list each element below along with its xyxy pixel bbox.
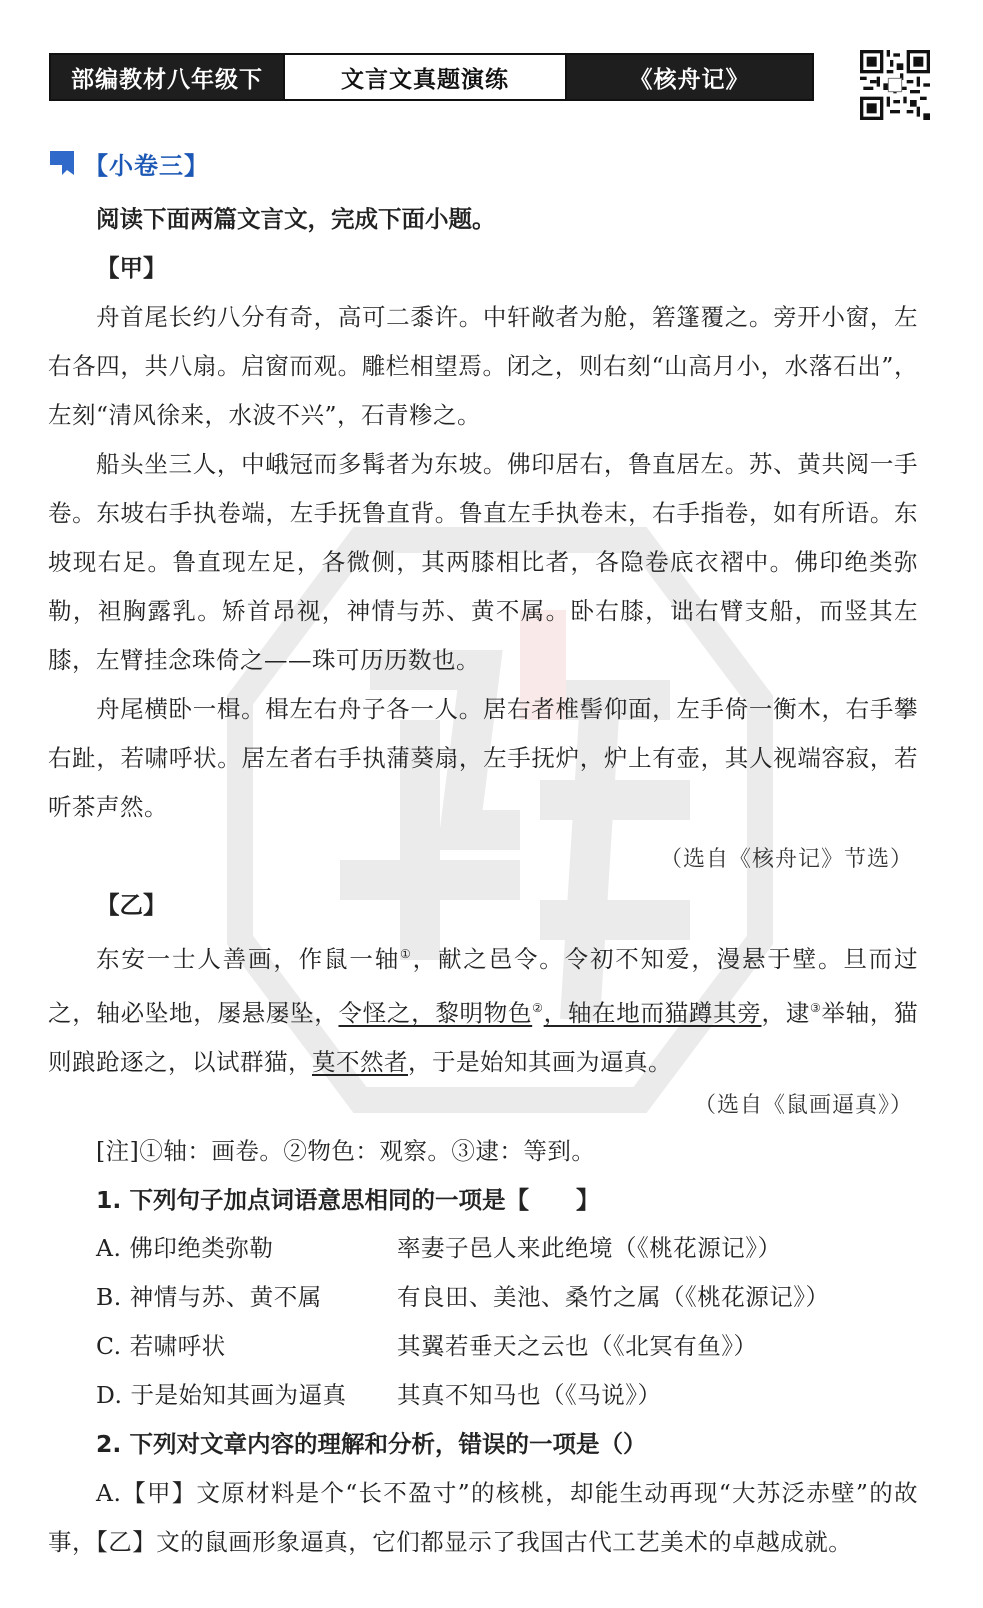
q1-option-d-right: 其真不知马也（《马说》） bbox=[397, 1381, 662, 1409]
footnote-marker: ③ bbox=[809, 1000, 822, 1015]
q1-option-b-right: 有良田、美池、桑竹之属（《桃花源记》） bbox=[397, 1283, 830, 1311]
passage-a-paragraph-2: 船头坐三人，中峨冠而多髯者为东坡。佛印居右，鲁直居左。苏、黄共阅一手卷。东坡右手执卷端，左手抚鲁直背。鲁直左手执卷末，右手指卷，如有所语。东坡现右足。鲁直现左足，各微侧，其两膝相比者，各隐卷底衣褶中。佛印绝类弥勒，袒胸露乳。矫首昂视，神情与苏、黄不属。卧右膝，诎右臂支船，而竖其左膝，左臂挂念珠倚之——珠可历历数也。 bbox=[48, 450, 918, 674]
passage-b-text: ，于是始知其画为逼真。 bbox=[408, 1047, 672, 1076]
passage-b-text: 举轴，猫则踉跄逐之，以试群猫， bbox=[48, 998, 919, 1076]
q1-option-d-left: D. 于是始知其画为逼真 bbox=[96, 1381, 347, 1409]
passage-b-label: 【乙】 bbox=[96, 891, 167, 919]
section-bookmark-icon bbox=[48, 149, 78, 179]
passage-b-text: ，逮 bbox=[761, 998, 810, 1027]
passage-a-paragraph-1: 舟首尾长约八分有奇，高可二黍许。中轩敞者为舱，箬篷覆之。旁开小窗，左右各四，共八扇。启窗而观。雕栏相望焉。闭之，则右刻“山高月小，水落石出”，左刻“清风徐来，水波不兴”，石青糁之。 bbox=[48, 303, 918, 429]
header-title: 《核舟记》 bbox=[567, 55, 812, 99]
passage-b-paragraph bbox=[48, 930, 918, 1087]
passage-a-paragraph-3: 舟尾横卧一楫。楫左右舟子各一人。居右者椎髻仰面，左手倚一衡木，右手攀右趾，若啸呼状。居左者右手执蒲葵扇，左手抚炉，炉上有壶，其人视端容寂，若听茶声然。 bbox=[48, 695, 918, 821]
q1-option-b-left: B. 神情与苏、黄不属 bbox=[96, 1283, 322, 1311]
passage-a-source: （选自《核舟记》节选） bbox=[659, 847, 913, 872]
header-bar bbox=[49, 53, 814, 101]
header-topic: 文言文真题演练 bbox=[283, 55, 567, 99]
passage-b-source: （选自《鼠画逼真》） bbox=[693, 1093, 913, 1118]
qr-code-icon bbox=[860, 50, 930, 120]
q1-option-c-right: 其翼若垂天之云也（《北冥有鱼》） bbox=[397, 1332, 758, 1360]
question-1-stem: 1. 下列句子加点词语意思相同的一项是【 】 bbox=[96, 1186, 600, 1214]
underlined-phrase: 令怪之，黎明物色 bbox=[338, 998, 533, 1027]
annotation-note: [注]①轴：画卷。②物色：观察。③逮：等到。 bbox=[96, 1137, 596, 1165]
footnote-marker: ② bbox=[532, 1000, 544, 1015]
passage-a-label: 【甲】 bbox=[96, 254, 167, 282]
section-title bbox=[48, 146, 209, 181]
footnote-marker: ① bbox=[400, 947, 413, 961]
passage-b-text: ，献之邑令。令初不知爱，漫悬于壁。旦而过之，轴必坠地，屡悬屡坠， bbox=[48, 944, 918, 1027]
passage-b-text: 东安一士人善画，作鼠一轴 bbox=[96, 944, 401, 973]
header-grade: 部编教材八年级下 bbox=[51, 55, 283, 99]
q1-option-a-left: A. 佛印绝类弥勒 bbox=[96, 1234, 274, 1262]
instruction: 阅读下面两篇文言文，完成下面小题。 bbox=[96, 205, 496, 233]
question-2-stem: 2. 下列对文章内容的理解和分析，错误的一项是（） bbox=[96, 1430, 647, 1458]
underlined-phrase: 莫不然者 bbox=[312, 1047, 408, 1076]
q1-option-a-right: 率妻子邑人来此绝境（《桃花源记》） bbox=[397, 1234, 782, 1262]
underlined-phrase: ，轴在地而猫蹲其旁 bbox=[543, 998, 762, 1027]
q2-option-a: A.【甲】文原材料是个“长不盈寸”的核桃，却能生动再现“大苏泛赤壁”的故事，【乙】文的鼠画形象逼真，它们都显示了我国古代工艺美术的卓越成就。 bbox=[48, 1479, 918, 1556]
section-label: 【小卷三】 bbox=[84, 152, 209, 180]
q1-option-c-left: C. 若啸呼状 bbox=[96, 1332, 226, 1360]
